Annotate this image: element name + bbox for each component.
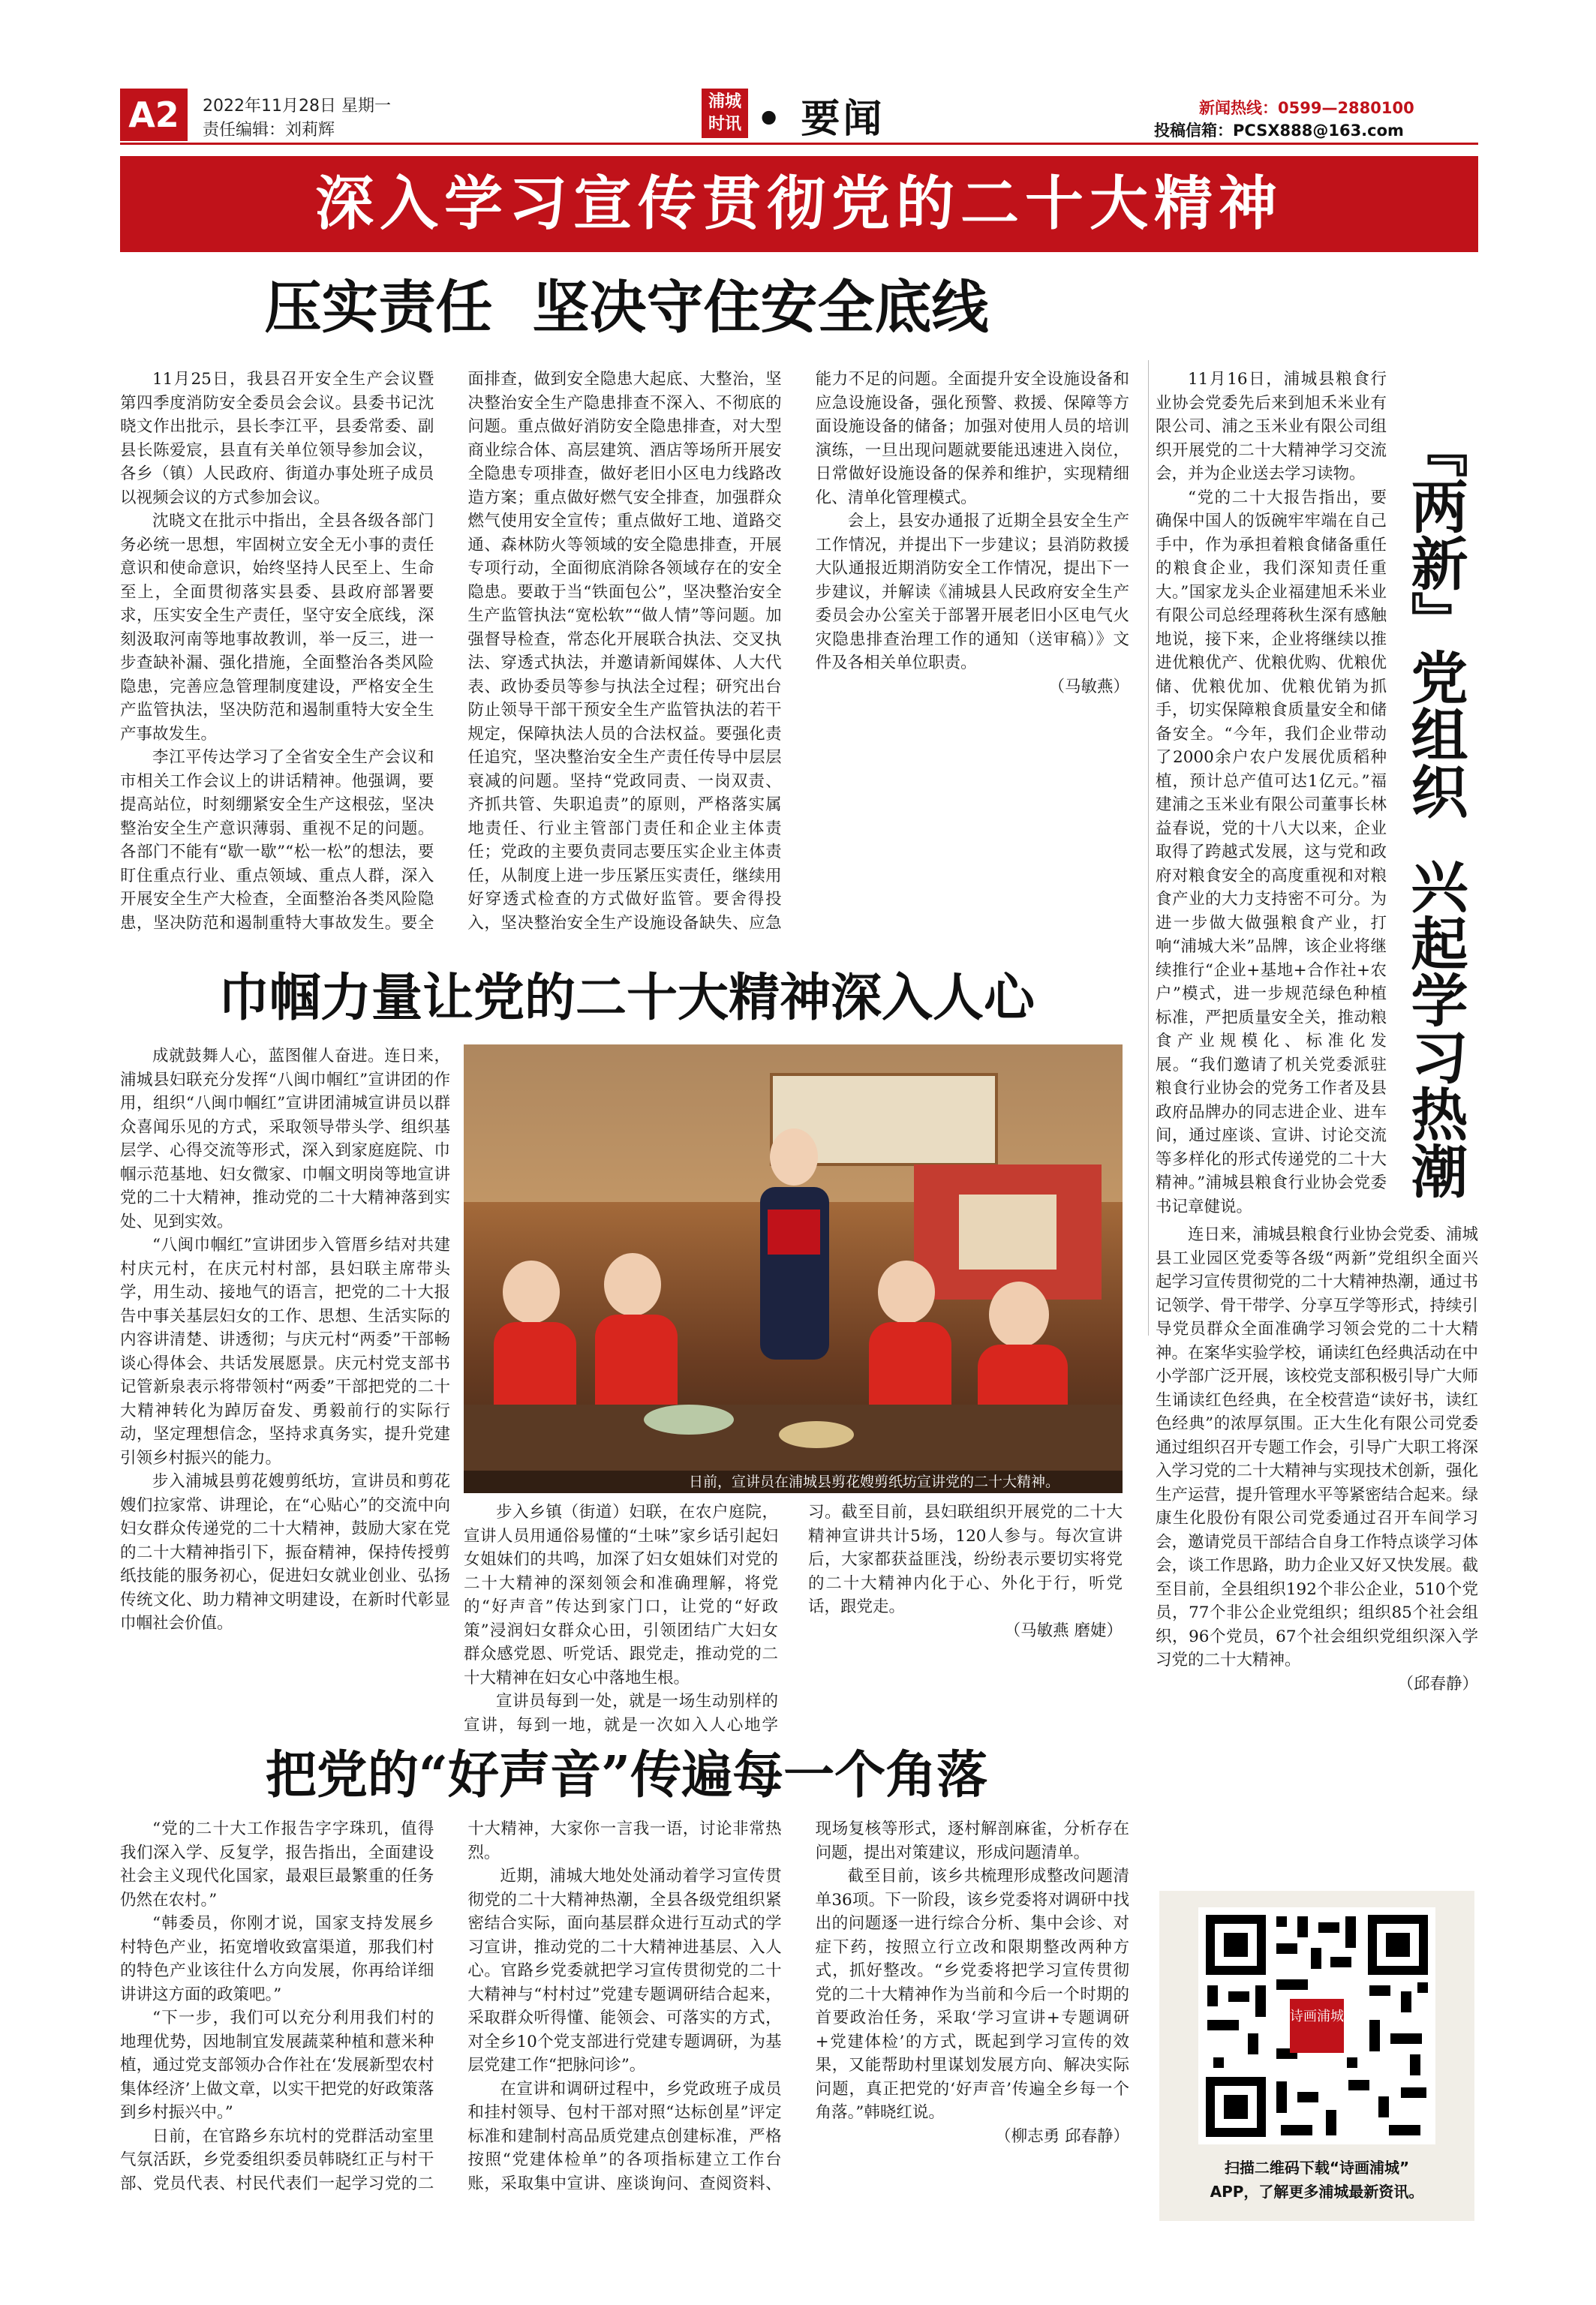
issue-date: 2022年11月28日 星期一: [203, 97, 391, 116]
qr-block: [1159, 1891, 1474, 2221]
qr-caption-line1: 扫描二维码下载“诗画浦城”: [1224, 2159, 1410, 2177]
article3-headline: 把党的“好声音”传遍每一个角落: [265, 1745, 988, 1805]
qr-caption-line2: APP，了解更多浦城最新资讯。: [1210, 2183, 1424, 2201]
photo-caption: 日前，宣讲员在浦城县剪花嫂剪纸坊宣讲党的二十大精神。: [464, 1471, 1123, 1493]
header-rule: [120, 143, 1478, 145]
article4-headline-part2: 兴起学习热潮: [1402, 857, 1468, 1199]
article1-headline: 压实责任 坚决守住安全底线: [264, 274, 989, 341]
article2-photo: [464, 1044, 1123, 1493]
article4-paragraph: 连日来，浦城县粮食行业协会党委、浦城县工业园区党委等各级“两新”党组织全面兴起学习宣传贯彻党的二十大精神热潮，通过书记领学、骨干带学、分享互学等形式，持续引导党员群众全面准确学习领会党的二十大精神。在案华实验学校，诵读红色经典活动在中小学部广泛开展，该校党支部积极引导广大师生诵读红色经典，在全校营造“读好书，读红色经典”的浓厚氛围。正大生化有限公司党委通过组织召开专题工作会，引导广大职工将深入学习党的二十大精神与实现技术创新，强化生产运营，提升管理水平等紧密结合起来。绿康生化股份有限公司党委通过召开车间学习会，邀请党员干部结合自身工作特点谈学习体会，谈工作思路，助力企业又好又快发展。截至目前，全县组织192个非公企业，510个党员，77个非公企业党组织；组织85个社会组织，96个党员，67个社会组织党组织深入学习党的二十大精神。: [1156, 1225, 1478, 1669]
article3-paragraph: 近期，浦城大地处处涌动着学习宣传贯彻党的二十大精神热潮，全县各级党组织紧密结合实际，面向基层群众进行互动式的学习宣讲，推动党的二十大精神进基层、入人心。官路乡党委就把学习宣传贯彻党的二十大精神与“村村过”党建专题调研结合起来，采取群众听得懂、能领会、可落实的方式，对全乡10个党支部进行党建专题调研，为基层党建工作“把脉问诊”。: [467, 1867, 782, 2075]
article4-body-lower: [1156, 1223, 1478, 1876]
article4-byline: （邱春静）: [1397, 1674, 1478, 1693]
article3-paragraph: 截至目前，该乡共梳理形成整改问题清单36项。下一阶段，该乡党委将对调研中找出的问题逐一进行综合分析、集中会诊、对症下药，按照立行立改和限期整改两种方式，抓好整改。“乡党委将把学习宣传贯彻党的二十大精神作为当前和今后一个时期的首要政治任务，采取‘学习宣讲+专题调研+党建体检’的方式，既起到学习宣传的效果，又能帮助村里谋划发展方向、解决实际问题，真正把党的‘好声音’传遍全乡每一个角落。”韩晓红说。: [815, 1867, 1129, 2122]
article3-paragraph: 日前，在官路乡东坑村的党群活动室里气氛活跃，乡党委组织委员韩晓红正与村干部、党员代表、村民代表们一起学习党的二十大精神，大家你一言我一语，讨论非常热烈。: [120, 1820, 782, 2193]
article2-paragraph: 宣讲员每到一处，就是一场生动别样的宣讲，每到一地，就是一次如入人心地学习。截至目前，县妇联组织开展党的二十大精神宣讲共计5场，120人参与。每次宣讲后，大家都获益匪浅，纷纷表示要切实将党的二十大精神内化于心、外化于行，听党话，跟党走。: [464, 1503, 1123, 1735]
news-hotline: 新闻热线：0599—2880100: [1199, 99, 1414, 117]
article3-byline: （柳志勇 邱春静）: [995, 2126, 1129, 2146]
article2-paragraph: 步入乡镇（街道）妇联，在农户庭院，宣讲人员用通俗易懂的“土味”家乡话引起妇女姐妹们的共鸣，加深了妇女姐妹们对党的二十大精神的深刻领会和准确理解，将党的“好声音”传达到家门口，让党的“好政策”浸润妇女群众心田，引领团结广大妇女群众感党恩、听党话、跟党走，推动党的二十大精神在妇女心中落地生根。: [464, 1503, 778, 1687]
article2-body-bottom: [464, 1501, 1123, 1741]
theme-banner-title: 深入学习宣传贯彻党的二十大精神: [314, 170, 1283, 238]
article2-body-left: [120, 1044, 450, 1744]
qr-code[interactable]: [1198, 1907, 1435, 2144]
article4-headline: [1397, 420, 1472, 1199]
submission-email: 投稿信箱：PCSX888@163.com: [1154, 122, 1404, 140]
article1-paragraph: 会上，县安办通报了近期全县安全生产工作情况，并提出下一步建议；县消防救援大队通报近期消防安全工作情况，提出下一步建议，并解读《浦城县人民政府安全生产委员会办公室关于部署开展老旧小区电气火灾隐患排查治理工作的通知（送审稿）》文件及各相关单位职责。: [815, 512, 1129, 672]
column-divider: [1148, 360, 1149, 1336]
article3-body: [120, 1817, 1129, 2230]
article4-paragraph: “党的二十大报告指出，要确保中国人的饭碗牢牢端在自己手中，作为承担着粮食储备重任的粮食企业，我们深知责任重大。”国家龙头企业福建旭禾米业有限公司总经理蒋秋生深有感触地说，接下来，企业将继续以推进优粮优产、优粮优购、优粮优储、优粮优加、优粮优销为抓手，切实保障粮食质量安全和储备安全。“今年，我们企业带动了2000余户农户发展优质稻种植，预计总产值可达1亿元。”福建浦之玉米业有限公司董事长林益春说，党的十八大以来，企业取得了跨越式发展，这与党和政府对粮食安全的高度重视和对粮食产业的大力支持密不可分。为进一步做大做强粮食产业，打响“浦城大米”品牌，该企业将继续推行“企业+基地+合作社+农户”模式，进一步规范绿色种植标准，严把质量安全关，推动粮食产业规模化、标准化发展。“我们邀请了机关党委派驻粮食行业协会的党务工作者及县政府品牌办的同志进企业、进车间，通过座谈、宣讲、讨论交流等多样化的形式传递党的二十大精神。”浦城县粮食行业协会党委书记章健说。: [1156, 488, 1387, 1216]
responsible-editor: 责任编辑：刘莉辉: [203, 121, 335, 140]
article4-headline-part1: 『两新』党组织: [1402, 420, 1468, 819]
article4-body-upper: [1156, 368, 1387, 1216]
article3-paragraph: 在宣讲和调研过程中，乡党政班子成员和挂村领导、包村干部对照“达标创星”评定标准和建制村高品质党建点创建标准，严格按照“党建体检单”的各项指标建立工作台账，采取集中宣讲、座谈询问、查阅资料、现场复核等形式，逐村解剖麻雀，分析存在问题，提出对策建议，形成问题清单。: [467, 1820, 1129, 2193]
article1-byline: （马敏燕）: [1048, 677, 1129, 696]
paper-logo: [702, 89, 748, 138]
article1-paragraph: 11月25日，我县召开安全生产会议暨第四季度消防安全委员会会议。县委书记沈晓文作出批示，县长李江平，县委常委、副县长陈爱宸，县直有关单位领导参加会议，各乡（镇）人民政府、街道办事处班子成员以视频会议的方式参加会议。: [120, 370, 434, 507]
paper-logo-text: 浦城时讯: [708, 92, 741, 134]
article1-paragraph: 李江平传达学习了全省安全生产会议和市相关工作会议上的讲话精神。他强调，要提高站位，时刻绷紧安全生产这根弦，坚决整治安全生产意识薄弱、重视不足的问题。各部门不能有“歇一歇”“松一松”的想法，要盯住重点行业、重点领域、重点人群，深入开展安全生产大检查，全面整治各类风险隐患，坚决防范和遏制重特大事故发生。要全面排查，做到安全隐患大起底、大整治，坚决整治安全生产隐患排查不深入、不彻底的问题。重点做好消防安全隐患排查，对大型商业综合体、高层建筑、酒店等场所开展安全隐患专项排查，做好老旧小区电力线路改造方案；重点做好燃气安全排查，加强群众燃气使用安全宣传；重点做好工地、道路交通、森林防火等领域的安全隐患排查，开展专项行动，全面彻底消除各领域存在的安全隐患。要敢于当“铁面包公”，坚决整治安全生产监管执法“宽松软”“做人情”等问题。加强督导检查，常态化开展联合执法、交叉执法、穿透式执法，并邀请新闻媒体、人大代表、政协委员等参与执法全过程；研究出台防止领导干部干预安全生产监管执法的若干规定，保障执法人员的合法权益。要强化责任追究，坚决整治安全生产责任传导中层层衰减的问题。坚持“党政同责、一岗双责、齐抓共管、失职追责”的原则，严格落实属地责任、行业主管部门责任和企业主体责任；党政的主要负责同志要压实企业主体责任，从制度上进一步压紧压实责任，继续用好穿透式检查的方式做好监管。要舍得投入，坚决整治安全生产设施设备缺失、应急能力不足的问题。全面提升安全设施设备和应急设施设备，强化预警、救援、保障等方面设施设备的储备；加强对使用人员的培训演练，一旦出现问题就要能迅速进入岗位，日常做好设施设备的保养和维护，实现精细化、清单化管理模式。: [120, 370, 1129, 933]
page-label: A2: [120, 89, 188, 141]
article2-paragraph: 成就鼓舞人心，蓝图催人奋进。连日来，浦城县妇联充分发挥“八闽巾帼红”宣讲团的作用，组织“八闽巾帼红”宣讲团浦城宣讲员以群众喜闻乐见的方式，采取领导带头学、组织基层学、心得交流等形式，深入到家庭庭院、巾帼示范基地、妇女微家、巾帼文明岗等地宣讲党的二十大精神，推动党的二十大精神落到实处、见到实效。: [120, 1047, 450, 1231]
photo-illustration: [464, 1044, 1123, 1493]
theme-banner: [120, 156, 1478, 252]
article4-paragraph: 11月16日，浦城县粮食行业协会党委先后来到旭禾米业有限公司、浦之玉米业有限公司组织开展党的二十大精神学习交流会，并为企业送去学习读物。: [1156, 370, 1387, 483]
article3-paragraph: “党的二十大工作报告字字珠玑，值得我们深入学、反复学，报告指出，全面建设社会主义现代化国家，最艰巨最繁重的任务仍然在农村。”: [120, 1820, 434, 1910]
article3-paragraph: “下一步，我们可以充分利用我们村的地理优势，因地制宜发展蔬菜种植和薏米种植，通过党支部领办合作社在‘发展新型农村集体经济’上做文章，以实干把党的好政策落到乡村振兴中。”: [120, 2009, 434, 2122]
article2-headline: 巾帼力量让党的二十大精神深入人心: [218, 968, 1035, 1028]
article1-paragraph: 沈晓文在批示中指出，全县各级各部门务必统一思想，牢固树立安全无小事的责任意识和使命意识，始终坚持人民至上、生命至上，全面贯彻落实县委、县政府部署要求，压实安全生产责任，坚守安全底线，深刻汲取河南等地事故教训，举一反三，进一步查缺补漏、强化措施，全面整治各类风险隐患，完善应急管理制度建设，严格安全生产监管执法，坚决防范和遏制重特大安全生产事故发生。: [120, 512, 434, 744]
article2-paragraph: “八闽巾帼红”宣讲团步入管厝乡结对共建村庆元村，在庆元村村部，县妇联主席带头学，用生动、接地气的语言，把党的二十大报告中事关基层妇女的工作、思想、生活实际的内容讲清楚、讲透彻；与庆元村“两委”干部畅谈心得体会、共话发展愿景。庆元村党支部书记管新泉表示将带领村“两委”干部把党的二十大精神转化为踔厉奋发、勇毅前行的实际行动，坚定理想信念，坚持求真务实，提升党建引领乡村振兴的能力。: [120, 1236, 450, 1468]
article3-paragraph: “韩委员，你刚才说，国家支持发展乡村特色产业，拓宽增收致富渠道，那我们村的特色产业该往什么方向发展，你再给详细讲讲这方面的政策吧。”: [120, 1914, 434, 2004]
article1-body: [120, 368, 1129, 945]
section-title: • 要闻: [756, 97, 885, 142]
article2-paragraph: 步入浦城县剪花嫂剪纸坊，宣讲员和剪花嫂们拉家常、讲理论，在“心贴心”的交流中向妇女群众传递党的二十大精神，鼓励大家在党的二十大精神指引下，振奋精神，保持传授剪纸技能的服务初心，促进妇女就业创业、弘扬传统文化、助力精神文明建设，在新时代彰显巾帼社会价值。: [120, 1472, 450, 1633]
qr-seal-text: 诗画浦城: [1290, 2009, 1344, 2024]
article2-byline: （马敏燕 磨婕）: [1004, 1621, 1123, 1640]
